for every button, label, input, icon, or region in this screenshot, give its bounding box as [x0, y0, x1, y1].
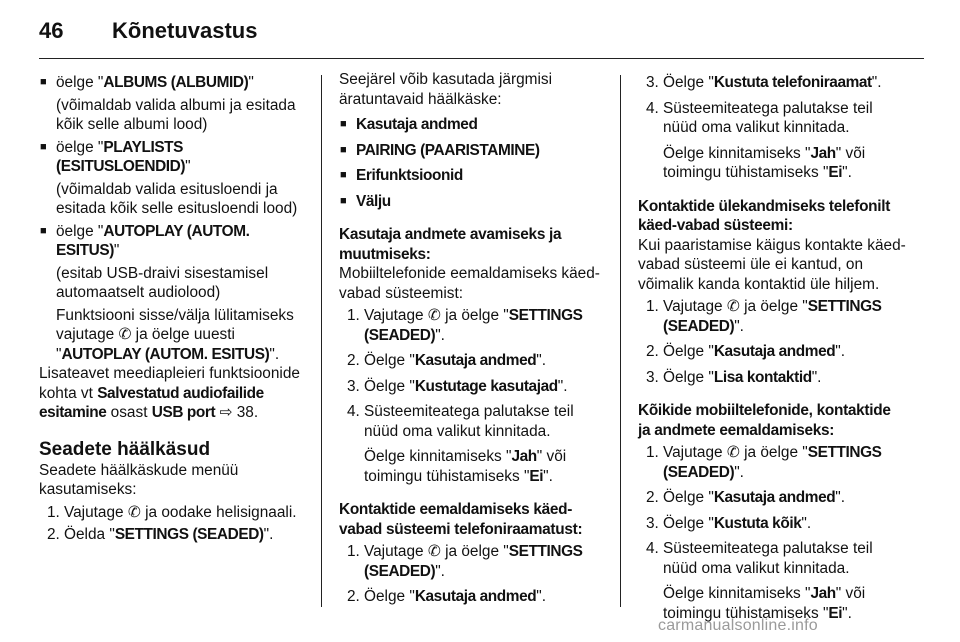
- list-item-desc: (esitab USB-draivi sisestamisel automaatselt audiolood): [56, 264, 269, 301]
- step-item: 1. Vajutage ✆ ja öelge "SETTINGS (SEADED)".: [646, 298, 882, 335]
- section-intro: Seejärel võib kasutada järgmisi äratuntavaid häälkäske:: [339, 71, 553, 108]
- subsection-intro: Kui paaristamise käigus kontakte käed-vabad süsteemi üle ei kantud, on võimalik kanda kontaktid üle hiljem.: [638, 236, 906, 293]
- step-item: 4. Süsteemiteatega palutakse teil nüüd oma valikut kinnitada.: [347, 403, 574, 440]
- list-item-desc: (võimaldab valida albumi ja esitada kõik selle albumi lood): [56, 96, 296, 133]
- section-heading: Seadete häälkäsud: [39, 438, 211, 460]
- phone-talk-icon: ✆: [726, 444, 740, 461]
- header-rule: [39, 58, 924, 59]
- phone-talk-icon: ✆: [726, 298, 740, 315]
- step-confirm: Öelge kinnitamiseks "Jah" või toimingu tühistamiseks "Ei".: [663, 585, 866, 622]
- step-item: 2. Öelge "Kasutaja andmed".: [646, 343, 846, 360]
- column-divider-2: [620, 75, 621, 607]
- list-item: ■ öelge "AUTOPLAY (AUTOM. ESITUS)": [39, 222, 307, 261]
- step-item: 3. Öelge "Lisa kontaktid".: [646, 368, 822, 386]
- phone-talk-icon: ✆: [118, 326, 132, 343]
- page-ref-icon: ⇨: [215, 404, 233, 421]
- more-info-text: Lisateavet meediapleieri funktsioonide kohta vt Salvestatud audiofailide esitamine osast USB port ⇨ 38.: [39, 365, 300, 421]
- step-item: 2. Öelge "Kasutaja andmed".: [646, 489, 846, 506]
- watermark: carmanualsonline.info: [658, 617, 818, 634]
- step-item: 2. Öelge "Kasutaja andmed".: [347, 352, 547, 369]
- step-item: 2. Öelge "Kasutaja andmed".: [347, 588, 547, 605]
- page-header: [0, 0, 960, 60]
- step-confirm: Öelge kinnitamiseks "Jah" või toimingu tühistamiseks "Ei".: [364, 448, 567, 485]
- column-2: [339, 70, 607, 607]
- list-item-note: Funktsiooni sisse/välja lülitamiseks vajutage ✆ ja öelge uuesti "AUTOPLAY (AUTOM. ESITUS)".: [56, 306, 294, 363]
- column-3: [638, 70, 906, 623]
- command-option: ■ Välju: [339, 192, 607, 212]
- step-item: 3. Öelge "Kustuta telefoniraamat".: [646, 74, 882, 91]
- step-item: 3. Öelge "Kustuta kõik".: [646, 514, 812, 532]
- list-item: ■ öelge "ALBUMS (ALBUMID)": [39, 73, 307, 93]
- phone-talk-icon: ✆: [427, 307, 441, 324]
- step-item: 1. Vajutage ✆ ja öelge "SETTINGS (SEADED)".: [646, 444, 882, 481]
- page-number: 46: [39, 18, 64, 43]
- step-item: 3. Öelge "Kustutage kasutajad".: [347, 377, 568, 395]
- subsection-heading: Kontaktide eemaldamiseks käed-vabad süsteemi telefoniraamatust:: [339, 501, 583, 538]
- command-option: ■ PAIRING (PAARISTAMINE): [339, 141, 607, 161]
- command-option: ■ Kasutaja andmed: [339, 115, 607, 135]
- subsection-heading: Kõikide mobiiltelefonide, kontaktide ja andmete eemaldamiseks:: [638, 402, 891, 439]
- section-intro: Seadete häälkäskude menüü kasutamiseks:: [39, 461, 239, 498]
- subsection-heading: Kontaktide ülekandmiseks telefonilt käed-vabad süsteemi:: [638, 197, 891, 234]
- page-title: Kõnetuvastus: [112, 18, 258, 43]
- column-divider-1: [321, 75, 322, 607]
- subsection-heading: Kasutaja andmete avamiseks ja muutmiseks:: [339, 226, 562, 263]
- step-item: 1. Vajutage ✆ ja öelge "SETTINGS (SEADED)".: [347, 543, 583, 580]
- phone-talk-icon: ✆: [127, 503, 141, 521]
- step-item: 1. Vajutage ✆ ja öelge "SETTINGS (SEADED)".: [347, 307, 583, 344]
- command-option: ■ Erifunktsioonid: [339, 166, 607, 186]
- step-confirm: Öelge kinnitamiseks "Jah" või toimingu tühistamiseks "Ei".: [663, 144, 866, 181]
- phone-talk-icon: ✆: [427, 543, 441, 560]
- step-item: 2. Öelda "SETTINGS (SEADED)".: [47, 526, 274, 543]
- step-item: 4. Süsteemiteatega palutakse teil nüüd oma valikut kinnitada.: [646, 540, 873, 577]
- list-item-desc: (võimaldab valida esitusloendi ja esitada kõik selle esitusloendi lood): [56, 180, 298, 217]
- column-1: [39, 70, 307, 545]
- step-item: 1. Vajutage ✆ ja oodake helisignaali.: [47, 503, 297, 521]
- step-item: 4. Süsteemiteatega palutakse teil nüüd oma valikut kinnitada.: [646, 99, 873, 136]
- subsection-intro: Mobiiltelefonide eemaldamiseks käed-vabad süsteemist:: [339, 265, 600, 302]
- list-item: ■ öelge "PLAYLISTS (ESITUSLOENDID)": [39, 138, 307, 177]
